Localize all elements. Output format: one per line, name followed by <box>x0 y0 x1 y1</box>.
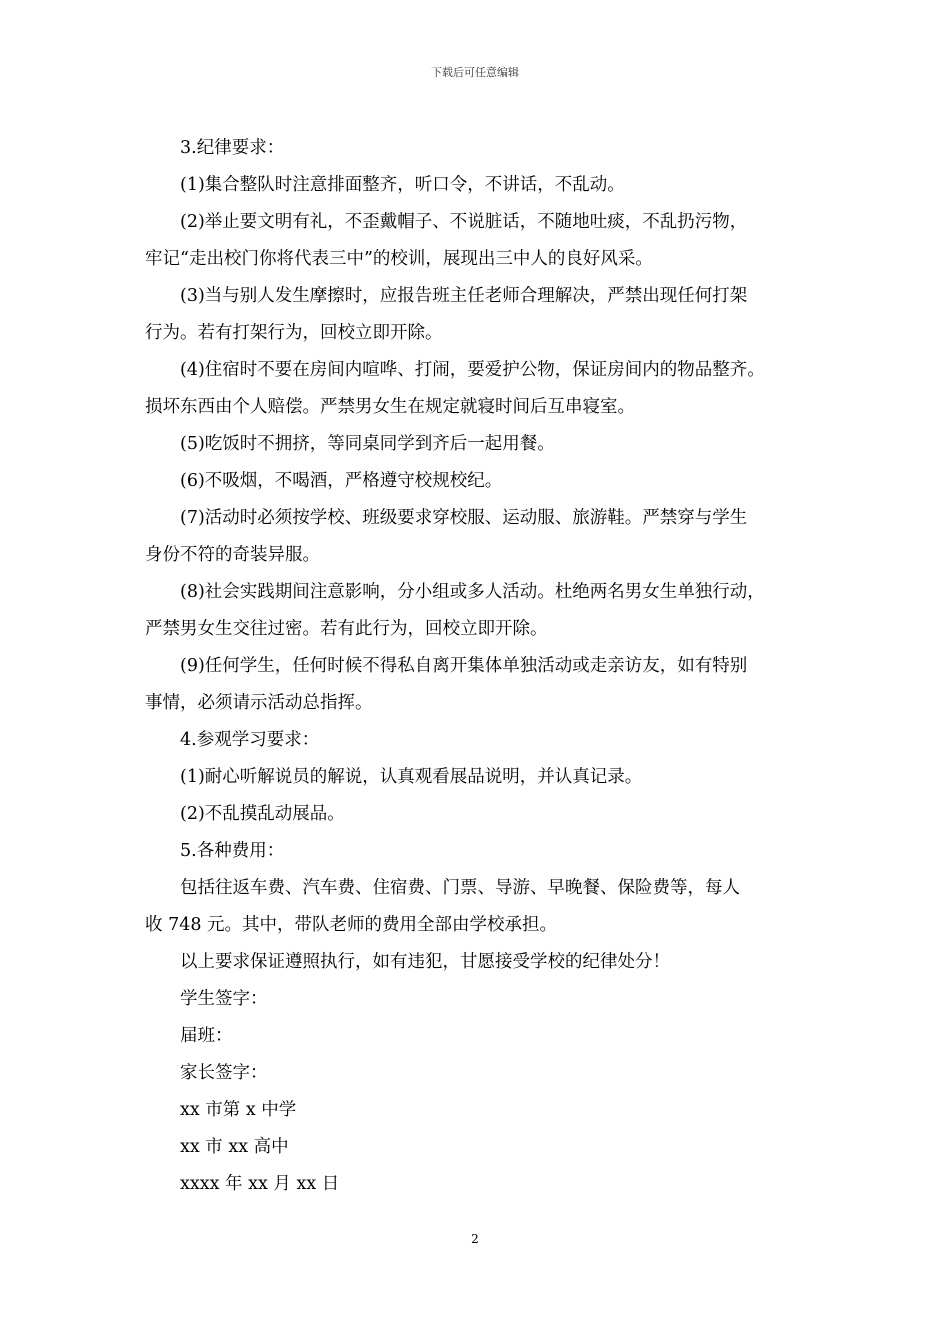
text-line: xx 市 xx 高中 <box>180 1137 289 1157</box>
text-line: (7)活动时必须按学校、班级要求穿校服、运动服、旅游鞋。严禁穿与学生 <box>180 508 748 528</box>
page-number: 2 <box>471 1232 479 1246</box>
text-line: 身份不符的奇装异服。 <box>145 545 320 565</box>
text-line: (6)不吸烟，不喝酒，严格遵守校规校纪。 <box>180 471 503 491</box>
document-body <box>145 130 825 1203</box>
text-line: 事情，必须请示活动总指挥。 <box>145 693 373 713</box>
text-line: 严禁男女生交往过密。若有此行为，回校立即开除。 <box>145 619 548 639</box>
text-line: 家长签字： <box>180 1063 268 1083</box>
text-line: 3.纪律要求： <box>180 138 285 158</box>
text-line: 收 748 元。其中，带队老师的费用全部由学校承担。 <box>145 915 558 935</box>
text-line: (4)住宿时不要在房间内喧哗、打闹，要爱护公物，保证房间内的物品整齐。 <box>180 360 765 380</box>
text-line: (2)不乱摸乱动展品。 <box>180 804 345 824</box>
text-line: (9)任何学生，任何时候不得私自离开集体单独活动或走亲访友，如有特别 <box>180 656 748 676</box>
text-line: xxxx 年 xx 月 xx 日 <box>180 1174 340 1194</box>
text-line: (8)社会实践期间注意影响，分小组或多人活动。杜绝两名男女生单独行动， <box>180 582 765 602</box>
text-line: 行为。若有打架行为，回校立即开除。 <box>145 323 443 343</box>
text-line: (2)举止要文明有礼，不歪戴帽子、不说脏话，不随地吐痰，不乱扔污物， <box>180 212 748 232</box>
text-line: (1)耐心听解说员的解说，认真观看展品说明，并认真记录。 <box>180 767 643 787</box>
page-header: 下载后可任意编辑 <box>431 66 519 79</box>
text-line: (5)吃饭时不拥挤，等同桌同学到齐后一起用餐。 <box>180 434 555 454</box>
text-line: (3)当与别人发生摩擦时，应报告班主任老师合理解决，严禁出现任何打架 <box>180 286 748 306</box>
text-line: 5.各种费用： <box>180 841 285 861</box>
text-line: 届班： <box>180 1026 233 1046</box>
text-line: 学生签字： <box>180 989 268 1009</box>
text-line: 以上要求保证遵照执行，如有违犯，甘愿接受学校的纪律处分！ <box>180 952 670 972</box>
text-line: (1)集合整队时注意排面整齐，听口令，不讲话，不乱动。 <box>180 175 625 195</box>
text-line: 4.参观学习要求： <box>180 730 320 750</box>
text-line: 包括往返车费、汽车费、住宿费、门票、导游、早晚餐、保险费等，每人 <box>180 878 740 898</box>
text-line: 损坏东西由个人赔偿。严禁男女生在规定就寝时间后互串寝室。 <box>145 397 635 417</box>
text-line: xx 市第 x 中学 <box>180 1100 297 1120</box>
text-line: 牢记“走出校门你将代表三中”的校训，展现出三中人的良好风采。 <box>145 249 653 269</box>
